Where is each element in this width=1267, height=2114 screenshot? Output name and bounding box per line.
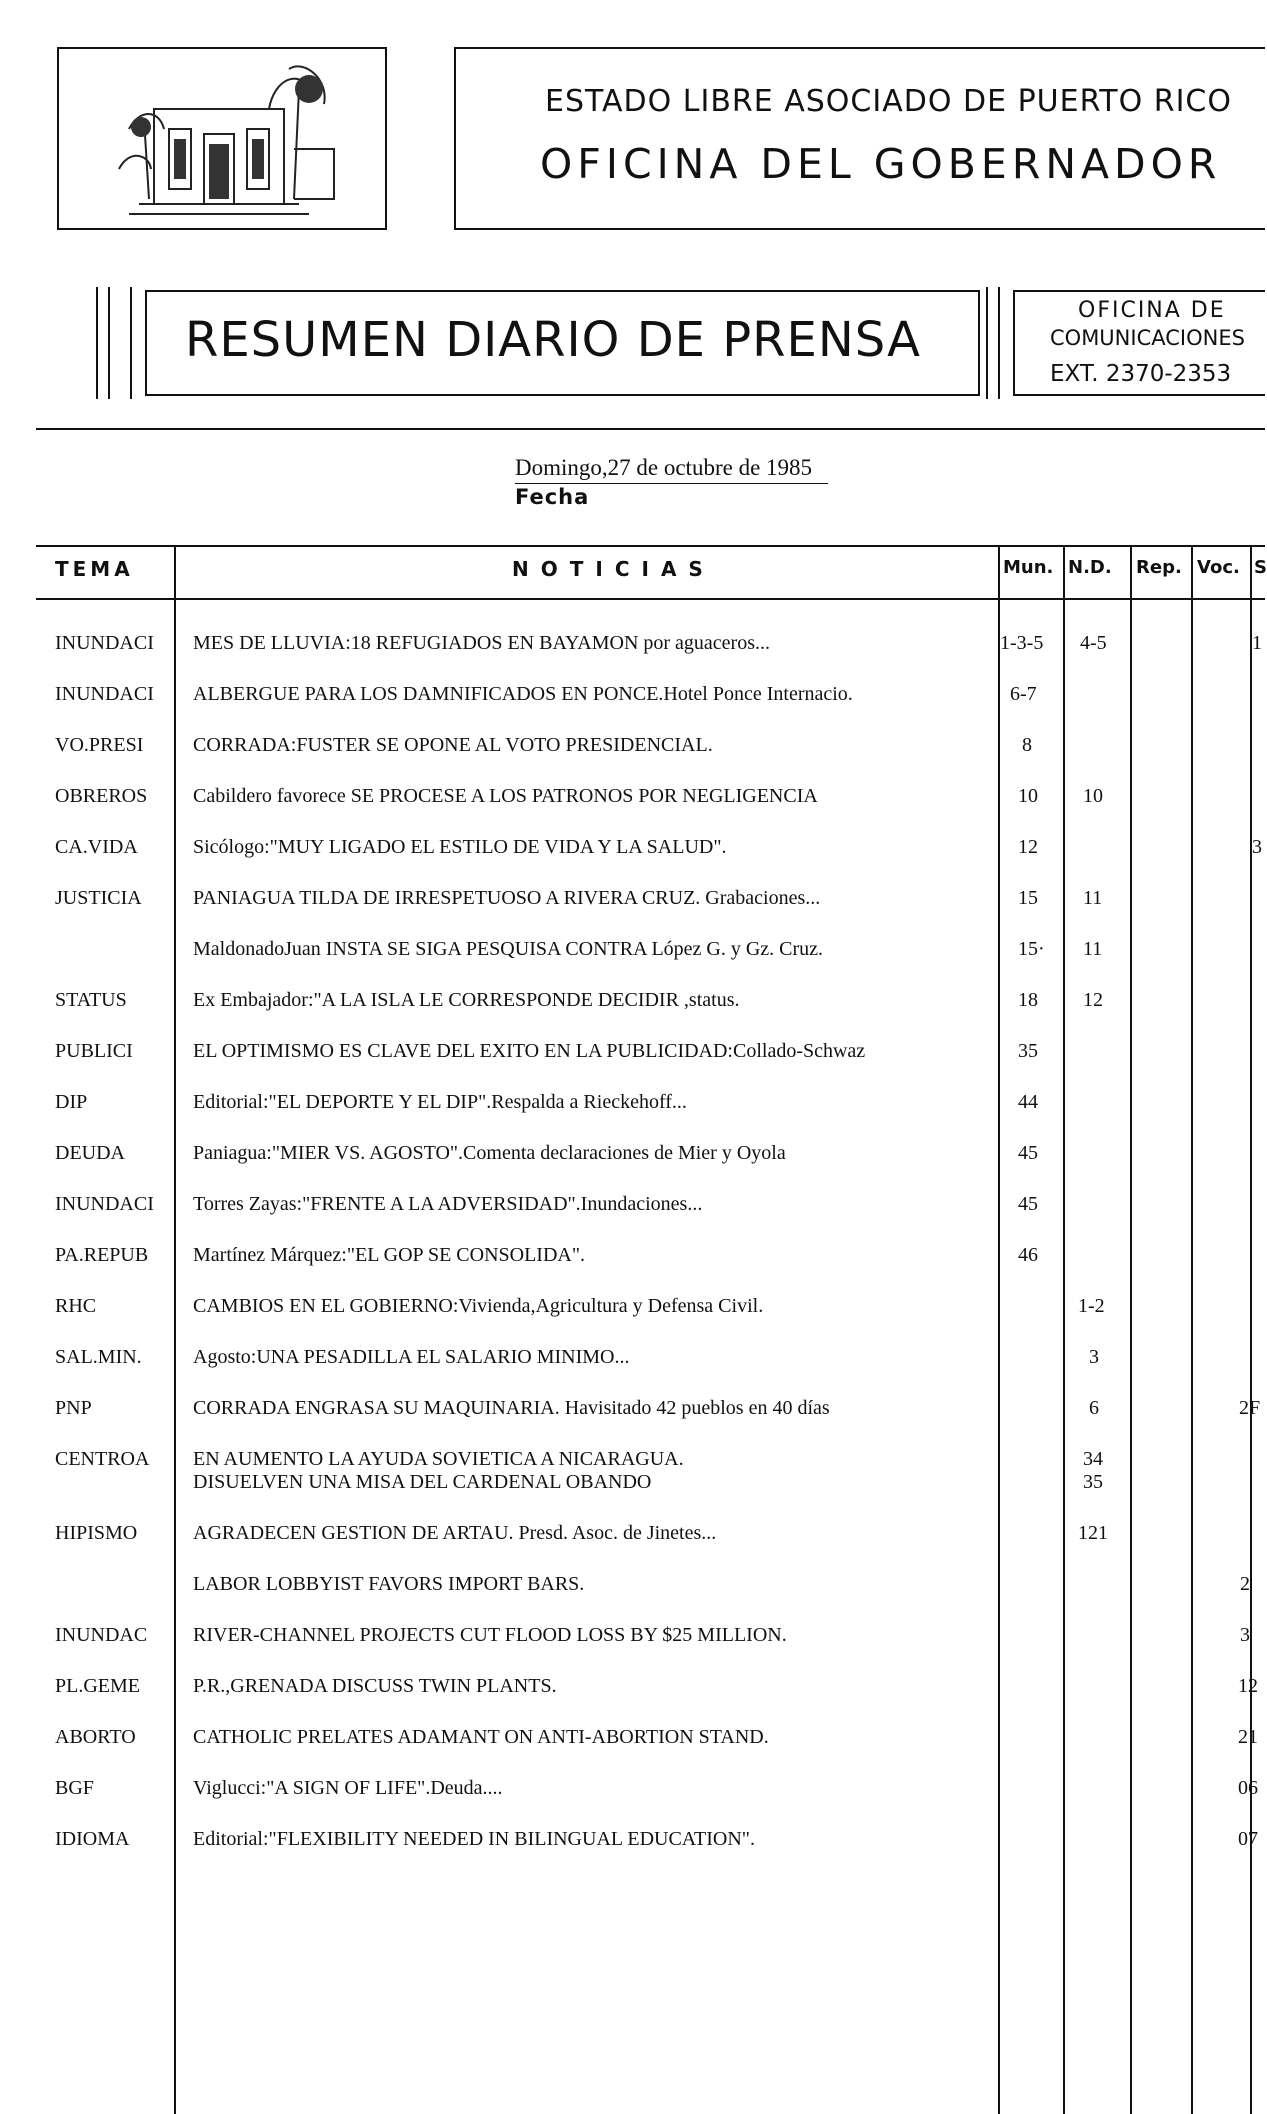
header-divider: [36, 428, 1265, 430]
date-underline: [515, 483, 828, 484]
row-22-news: CATHOLIC PRELATES ADAMANT ON ANTI-ABORTION STAND.: [193, 1726, 769, 1748]
row-18-tema: HIPISMO: [55, 1522, 138, 1544]
row-23-tema: BGF: [55, 1777, 94, 1799]
row-5-mun: 12: [1018, 836, 1038, 858]
row-5-news: Sicólogo:"MUY LIGADO EL ESTILO DE VIDA Y LA SALUD".: [193, 836, 727, 858]
row-11-news: Paniagua:"MIER VS. AGOSTO".Comenta declaraciones de Mier y Oyola: [193, 1142, 786, 1164]
row-8-mun: 18: [1018, 989, 1038, 1011]
row-7-mun: 15·: [1018, 938, 1045, 960]
row-12-news: Torres Zayas:"FRENTE A LA ADVERSIDAD".Inundaciones...: [193, 1193, 703, 1215]
row-1-s: 1: [1252, 632, 1262, 654]
row-7-nd: 11: [1083, 938, 1103, 960]
row-10-news: Editorial:"EL DEPORTE Y EL DIP".Respalda a Rieckehoff...: [193, 1091, 687, 1113]
row-21-tema: PL.GEME: [55, 1675, 140, 1697]
row-21-news: P.R.,GRENADA DISCUSS TWIN PLANTS.: [193, 1675, 557, 1697]
column-header-noticias: NOTICIAS: [512, 557, 715, 581]
mun-column-divider: [998, 545, 1000, 2114]
row-4-nd: 10: [1083, 785, 1103, 807]
row-16-tema: PNP: [55, 1397, 92, 1419]
s-column-divider: [1250, 545, 1252, 2114]
row-11-mun: 45: [1018, 1142, 1038, 1164]
column-header-mun: Mun.: [1003, 557, 1054, 578]
row-13-news: Martínez Márquez:"EL GOP SE CONSOLIDA".: [193, 1244, 586, 1266]
row-15-news: Agosto:UNA PESADILLA EL SALARIO MINIMO...: [193, 1346, 630, 1368]
row-19-s: 2: [1240, 1573, 1250, 1595]
row-24-tema: IDIOMA: [55, 1828, 130, 1850]
comm-extension-line: EXT. 2370-2353: [1050, 361, 1232, 387]
comm-office-line: OFICINA DE: [1078, 298, 1226, 323]
row-10-tema: DIP: [55, 1091, 88, 1113]
row-9-tema: PUBLICI: [55, 1040, 133, 1062]
row-17-tema: CENTROA: [55, 1448, 150, 1470]
row-18-nd: 121: [1078, 1522, 1108, 1544]
row-10-mun: 44: [1018, 1091, 1038, 1113]
tema-column-divider: [174, 545, 176, 2114]
rep-column-divider: [1130, 545, 1132, 2114]
row-1-news: MES DE LLUVIA:18 REFUGIADOS EN BAYAMON por aguaceros...: [193, 632, 771, 654]
row-24-s: 07: [1238, 1828, 1258, 1850]
row-8-nd: 12: [1083, 989, 1103, 1011]
row-14-news: CAMBIOS EN EL GOBIERNO:Vivienda,Agricultura y Defensa Civil.: [193, 1295, 764, 1317]
row-1-nd: 4-5: [1080, 632, 1107, 654]
row-6-nd: 11: [1083, 887, 1103, 909]
column-header-voc: Voc.: [1197, 557, 1240, 578]
fortaleza-logo-icon: [59, 49, 385, 228]
row-12-tema: INUNDACI: [55, 1193, 154, 1215]
row-14-tema: RHC: [55, 1295, 97, 1317]
table-header-border: [36, 598, 1265, 600]
row-16-nd: 6: [1089, 1397, 1099, 1419]
state-name: ESTADO LIBRE ASOCIADO DE PUERTO RICO: [545, 84, 1232, 119]
row-5-tema: CA.VIDA: [55, 836, 138, 858]
row-17-nd-2: 35: [1083, 1471, 1103, 1493]
row-13-mun: 46: [1018, 1244, 1038, 1266]
comm-department-line: COMUNICACIONES: [1050, 326, 1245, 350]
column-header-rep: Rep.: [1136, 557, 1182, 578]
row-3-news: CORRADA:FUSTER SE OPONE AL VOTO PRESIDENCIAL.: [193, 734, 713, 756]
row-3-mun: 8: [1022, 734, 1032, 756]
row-20-s: 3: [1240, 1624, 1250, 1646]
row-17-news-2: DISUELVEN UNA MISA DEL CARDENAL OBANDO: [193, 1471, 652, 1493]
row-4-news: Cabildero favorece SE PROCESE A LOS PATRONOS POR NEGLIGENCIA: [193, 785, 818, 807]
government-title-frame: [454, 47, 1265, 230]
row-21-s: 12: [1238, 1675, 1258, 1697]
row-12-mun: 45: [1018, 1193, 1038, 1215]
row-4-mun: 10: [1018, 785, 1038, 807]
left-double-bar: [96, 287, 110, 399]
row-5-s: 3: [1252, 836, 1262, 858]
column-header-tema: TEMA: [55, 557, 134, 581]
row-6-tema: JUSTICIA: [55, 887, 142, 909]
right-double-bar: [986, 287, 1000, 399]
row-2-news: ALBERGUE PARA LOS DAMNIFICADOS EN PONCE.Hotel Ponce Internacio.: [193, 683, 853, 705]
nd-column-divider: [1063, 545, 1065, 2114]
row-6-mun: 15: [1018, 887, 1038, 909]
logo-frame: [57, 47, 387, 230]
row-8-news: Ex Embajador:"A LA ISLA LE CORRESPONDE DECIDIR ,status.: [193, 989, 740, 1011]
column-header-nd: N.D.: [1068, 557, 1112, 578]
row-1-mun: 1-3-5: [1000, 632, 1044, 654]
row-22-s: 21: [1238, 1726, 1258, 1748]
row-18-news: AGRADECEN GESTION DE ARTAU. Presd. Asoc. de Jinetes...: [193, 1522, 717, 1544]
row-14-nd: 1-2: [1078, 1295, 1105, 1317]
row-15-nd: 3: [1089, 1346, 1099, 1368]
row-9-news: EL OPTIMISMO ES CLAVE DEL EXITO EN LA PUBLICIDAD:Collado-Schwaz: [193, 1040, 866, 1062]
row-2-tema: INUNDACI: [55, 683, 154, 705]
row-15-tema: SAL.MIN.: [55, 1346, 142, 1368]
row-24-news: Editorial:"FLEXIBILITY NEEDED IN BILINGUAL EDUCATION".: [193, 1828, 755, 1850]
date-value: Domingo,27 de octubre de 1985: [515, 455, 813, 480]
row-20-tema: INUNDAC: [55, 1624, 148, 1646]
row-13-tema: PA.REPUB: [55, 1244, 149, 1266]
row-6-news: PANIAGUA TILDA DE IRRESPETUOSO A RIVERA CRUZ. Grabaciones...: [193, 887, 821, 909]
left-inner-bar: [118, 287, 132, 399]
row-22-tema: ABORTO: [55, 1726, 136, 1748]
row-19-news: LABOR LOBBYIST FAVORS IMPORT BARS.: [193, 1573, 585, 1595]
row-17-nd: 34: [1083, 1448, 1103, 1470]
row-4-tema: OBREROS: [55, 785, 148, 807]
row-1-tema: INUNDACI: [55, 632, 154, 654]
row-17-news: EN AUMENTO LA AYUDA SOVIETICA A NICARAGUA.: [193, 1448, 684, 1470]
date-label: Fecha: [515, 485, 590, 509]
row-8-tema: STATUS: [55, 989, 127, 1011]
office-name: OFICINA DEL GOBERNADOR: [540, 140, 1222, 188]
table-top-border: [36, 545, 1265, 547]
row-7-news: MaldonadoJuan INSTA SE SIGA PESQUISA CONTRA López G. y Gz. Cruz.: [193, 938, 824, 960]
column-header-s: S: [1254, 557, 1267, 578]
row-3-tema: VO.PRESI: [55, 734, 144, 756]
report-title: RESUMEN DIARIO DE PRENSA: [185, 312, 921, 368]
row-16-news: CORRADA ENGRASA SU MAQUINARIA. Havisitado 42 pueblos en 40 días: [193, 1397, 830, 1419]
row-16-s: 2F: [1239, 1397, 1261, 1419]
row-11-tema: DEUDA: [55, 1142, 125, 1164]
voc-column-divider: [1191, 545, 1193, 2114]
row-9-mun: 35: [1018, 1040, 1038, 1062]
row-20-news: RIVER-CHANNEL PROJECTS CUT FLOOD LOSS BY $25 MILLION.: [193, 1624, 787, 1646]
row-23-news: Viglucci:"A SIGN OF LIFE".Deuda....: [193, 1777, 503, 1799]
row-23-s: 06: [1238, 1777, 1258, 1799]
row-2-mun: 6-7: [1010, 683, 1037, 705]
